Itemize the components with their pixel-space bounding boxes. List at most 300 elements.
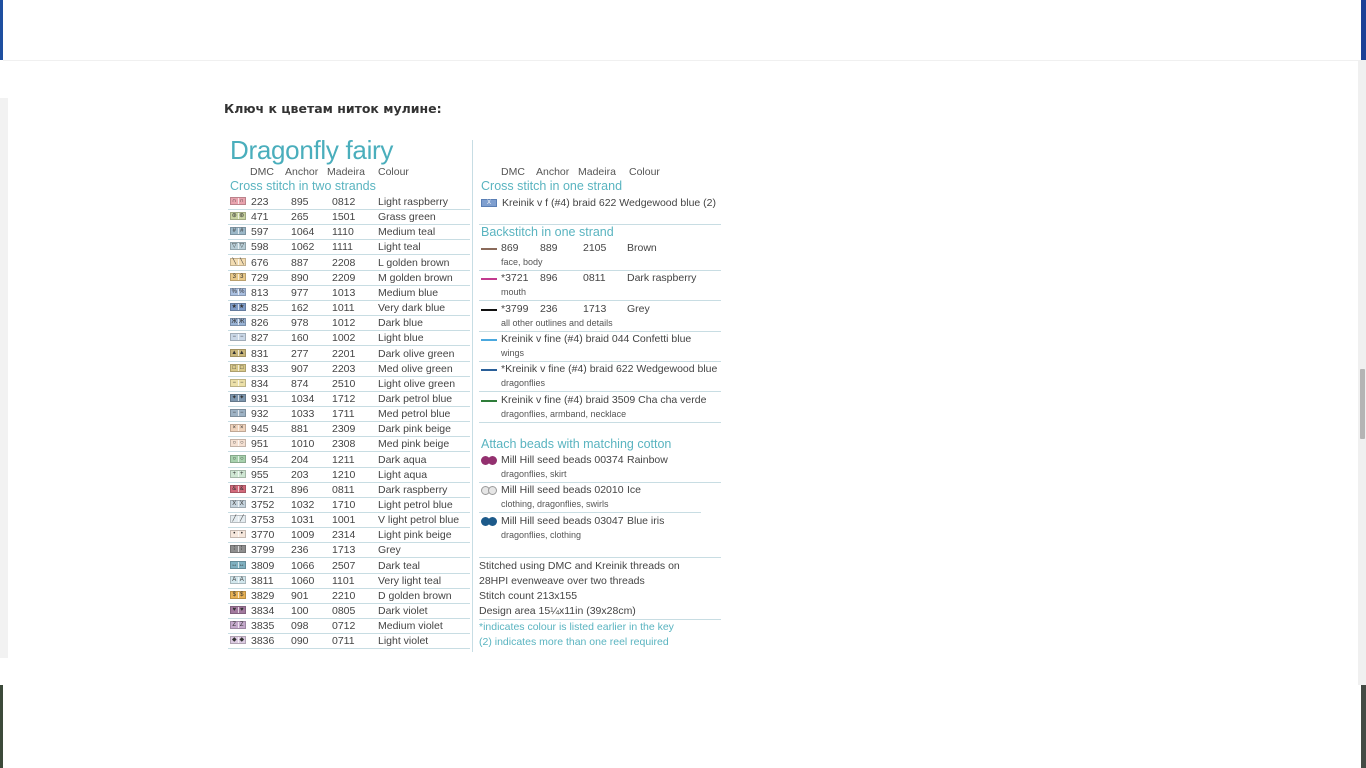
cell-dmc: 827 (251, 332, 269, 345)
cell-colour: Light blue (378, 332, 424, 345)
cell-dmc: 3834 (251, 605, 275, 618)
note-line: Stitch count 213x155 (479, 590, 578, 602)
cell-dmc: 3835 (251, 620, 275, 633)
cell-anchor: 277 (291, 347, 309, 360)
col-header-colour: Colour (378, 166, 409, 178)
cell-dmc: 676 (251, 256, 269, 269)
cell-dmc: 834 (251, 377, 269, 390)
backstitch-row (479, 393, 721, 423)
cell-anchor: 890 (291, 271, 309, 284)
cross-one-row (479, 196, 721, 211)
thread-row (228, 286, 470, 301)
bead-icon (481, 517, 497, 526)
cell-dmc: 223 (251, 196, 269, 208)
cell-colour: Grey (627, 302, 650, 315)
symbol-swatch-icon (230, 288, 246, 296)
line-swatch-icon (481, 339, 497, 341)
symbol-glyph: % (239, 288, 245, 295)
note-line: Stitched using DMC and Kreinik threads on (479, 560, 680, 572)
cell-colour: Light violet (378, 635, 429, 648)
symbol-glyph: ◆ (231, 637, 237, 644)
cell-dmc: 931 (251, 392, 269, 405)
cell-anchor: 1062 (291, 241, 315, 254)
divider (479, 557, 721, 558)
usage-note: wings (501, 347, 525, 358)
thread-row (228, 225, 470, 240)
section-beads: Attach beads with matching cotton (481, 437, 672, 451)
symbol-glyph: □ (239, 364, 244, 371)
cell-dmc: 3753 (251, 514, 275, 527)
cell-anchor: 895 (291, 196, 309, 208)
cell-anchor: 907 (291, 362, 309, 375)
cell-madeira: 1711 (332, 408, 355, 421)
symbol-glyph: ╱ (231, 516, 239, 522)
bead-label: Mill Hill seed beads 00374 (501, 454, 624, 466)
bead-colour: Blue iris (627, 514, 665, 527)
cell-anchor: 090 (291, 635, 309, 648)
line-swatch-icon (481, 369, 497, 371)
cell-anchor: 203 (291, 468, 309, 481)
col-header-anchor: Anchor (285, 166, 319, 178)
cell-dmc: *3799 (501, 302, 529, 315)
col-header-dmc-right: DMC (501, 166, 525, 178)
symbol-glyph: ○ (239, 455, 244, 462)
cell-madeira: 2314 (332, 529, 356, 542)
page-heading: Ключ к цветам ниток мулине: (224, 101, 442, 116)
cell-anchor: 901 (291, 589, 309, 602)
cell-dmc: 3770 (251, 529, 275, 542)
cell-colour: Medium violet (378, 620, 443, 633)
cell-anchor: 204 (291, 453, 309, 466)
symbol-glyph: × (231, 425, 239, 431)
line-swatch-icon (481, 400, 497, 402)
usage-note: face, body (501, 257, 543, 267)
thread-row (228, 240, 470, 255)
symbol-glyph: □ (231, 365, 239, 371)
cell-colour: Light raspberry (378, 196, 449, 208)
cell-colour: Light petrol blue (378, 499, 453, 511)
cell-madeira: 2510 (332, 377, 356, 390)
usage-note: dragonflies, skirt (501, 469, 567, 479)
cell-colour: Brown (627, 242, 657, 254)
cell-anchor: 874 (291, 377, 309, 390)
cell-dmc: 3829 (251, 589, 275, 602)
cell-colour: Light olive green (378, 377, 456, 390)
cell-colour: Dark teal (378, 559, 421, 572)
cell-dmc: 945 (251, 423, 269, 436)
window-edge-right-top (1361, 0, 1366, 60)
usage-note: all other outlines and details (501, 317, 613, 328)
note-line: 28HPI evenweave over two threads (479, 575, 645, 587)
cell-madeira: 1211 (332, 453, 355, 466)
symbol-glyph: ⊛ (231, 213, 237, 220)
bead-label: Mill Hill seed beads 03047 (501, 514, 624, 527)
cell-colour: Very light teal (378, 574, 442, 587)
cell-madeira: 1710 (332, 499, 356, 511)
symbol-glyph: ✦ (239, 394, 245, 401)
thread-row (228, 407, 470, 422)
cell-madeira: 2201 (332, 347, 356, 360)
line-swatch-icon (481, 248, 497, 250)
symbol-swatch-icon (230, 424, 246, 432)
window-edge-left-top (0, 0, 3, 60)
cell-anchor: 160 (291, 332, 309, 345)
symbol-swatch-icon (230, 636, 246, 644)
thread-row (228, 543, 470, 558)
symbol-swatch-icon (230, 197, 246, 205)
cell-anchor: 1064 (291, 226, 315, 239)
cell-dmc: 813 (251, 286, 269, 299)
column-divider (472, 140, 473, 652)
symbol-swatch-icon (230, 258, 246, 266)
cell-anchor: 977 (291, 286, 309, 299)
symbol-swatch-icon (230, 485, 246, 493)
symbol-glyph: X (239, 501, 244, 507)
footnote: *indicates colour is listed earlier in the key (479, 621, 674, 633)
bead-icon (481, 456, 497, 465)
backstitch-row (479, 271, 721, 301)
cell-anchor: 978 (291, 317, 309, 330)
cell-colour: Light teal (378, 241, 421, 254)
cell-dmc: 951 (251, 438, 269, 451)
thread-row (228, 604, 470, 619)
symbol-glyph: ╲ (239, 258, 244, 265)
symbol-glyph: Ж (238, 319, 245, 326)
thread-row (228, 347, 470, 362)
thread-row (228, 301, 470, 316)
symbol-swatch-icon (230, 318, 246, 326)
section-cross-one: Cross stitch in one strand (481, 179, 623, 193)
cell-anchor: 1009 (291, 529, 315, 542)
symbol-glyph: ╲ (231, 259, 239, 265)
thread-row (228, 256, 470, 271)
symbol-glyph: ∩ (231, 198, 239, 204)
symbol-swatch-icon (230, 561, 246, 569)
cell-anchor: 1031 (291, 514, 315, 527)
cell-madeira: 1002 (332, 332, 356, 345)
cell-colour: Dark olive green (378, 347, 455, 360)
symbol-glyph: ↔ (238, 561, 245, 568)
symbol-swatch-icon (230, 530, 246, 538)
symbol-glyph: − (231, 380, 239, 386)
cell-colour: Grey (378, 544, 401, 557)
symbol-glyph: ♥ (239, 607, 244, 614)
symbol-swatch-icon (230, 379, 246, 387)
thread-label: Kreinik v fine (#4) braid 044 Confetti blue (501, 332, 692, 345)
cell-colour: Med pink beige (378, 438, 450, 451)
cell-madeira: 0811 (332, 483, 355, 496)
cell-dmc: 3721 (251, 483, 275, 496)
symbol-glyph: ▽ (239, 243, 245, 250)
thread-label: Kreinik v fine (#4) braid 3509 Cha cha verde (501, 393, 707, 406)
thread-row (228, 316, 470, 331)
cell-madeira: 0711 (332, 635, 355, 648)
cell-anchor: 1033 (291, 408, 315, 421)
cell-colour: Dark raspberry (378, 483, 448, 496)
cell-anchor: 098 (291, 620, 309, 633)
symbol-swatch-icon (230, 409, 246, 417)
thread-row (228, 483, 470, 498)
symbol-glyph: + (239, 470, 244, 477)
symbol-glyph: − (239, 334, 244, 341)
symbol-swatch-icon (230, 364, 246, 372)
backstitch-row (479, 332, 721, 362)
backstitch-row (479, 302, 721, 332)
section-backstitch: Backstitch in one strand (481, 225, 614, 239)
thread-row (228, 392, 470, 407)
cell-anchor: 162 (291, 302, 309, 315)
usage-note: clothing, dragonflies, swirls (501, 499, 609, 510)
symbol-glyph: ⁞ (231, 546, 239, 552)
bead-colour: Rainbow (627, 454, 668, 466)
cell-colour: Light pink beige (378, 529, 452, 542)
cell-colour: Very dark blue (378, 302, 446, 315)
cell-anchor: 265 (291, 211, 309, 224)
symbol-glyph: 3 (240, 273, 244, 280)
symbol-glyph: ○ (231, 440, 239, 446)
thread-row (228, 453, 470, 468)
thread-row (228, 271, 470, 286)
cell-dmc: 3752 (251, 499, 275, 511)
divider (479, 619, 721, 620)
symbol-glyph: ▲ (238, 349, 245, 356)
cell-madeira: 2203 (332, 362, 356, 375)
cell-dmc: 3836 (251, 635, 275, 648)
symbol-glyph: & (231, 486, 239, 492)
header-divider (3, 60, 1358, 61)
symbol-glyph: ╱ (239, 516, 244, 523)
cell-dmc: 831 (251, 347, 269, 360)
symbol-swatch-icon (230, 545, 246, 553)
cell-anchor: 881 (291, 423, 309, 436)
cell-madeira: 1012 (332, 317, 356, 330)
cell-madeira: 0805 (332, 605, 356, 618)
symbol-glyph: # (240, 228, 244, 235)
cell-dmc: 825 (251, 302, 269, 315)
cell-anchor: 1066 (291, 559, 315, 572)
symbol-swatch-icon (230, 606, 246, 614)
thread-row (228, 468, 470, 483)
cell-dmc: 826 (251, 317, 269, 330)
symbol-glyph: A (239, 576, 244, 583)
symbol-glyph: − (239, 379, 244, 386)
symbol-glyph: − (231, 410, 239, 416)
symbol-glyph: ⁞ (240, 546, 243, 553)
thread-row (228, 589, 470, 604)
cell-colour: Medium teal (378, 226, 436, 239)
symbol-glyph: × (239, 425, 244, 432)
cell-dmc: 954 (251, 453, 269, 466)
usage-note: dragonflies (501, 378, 546, 389)
symbol-glyph: X (231, 501, 239, 507)
section-cross-two: Cross stitch in two strands (230, 179, 376, 193)
symbol-swatch-icon (230, 576, 246, 584)
col-header-madeira: Madeira (327, 166, 365, 178)
symbol-glyph: A (231, 577, 239, 583)
cell-colour: Med olive green (378, 362, 453, 375)
cell-colour: Dark raspberry (627, 272, 697, 285)
symbol-glyph: Ж (231, 319, 238, 326)
symbol-glyph: ∩ (239, 198, 244, 204)
cell-anchor: 100 (291, 605, 309, 618)
cell-dmc: 597 (251, 226, 269, 239)
cell-anchor: 1010 (291, 438, 315, 451)
thread-row (228, 437, 470, 452)
scrollbar-thumb[interactable] (1360, 369, 1365, 439)
col-header-colour-right: Colour (629, 166, 660, 178)
symbol-swatch-icon (230, 439, 246, 447)
cell-dmc: 598 (251, 241, 269, 254)
cell-anchor: 236 (291, 544, 309, 557)
bead-row (479, 514, 721, 544)
cell-madeira: 2208 (332, 256, 356, 269)
thread-row (228, 574, 470, 589)
cell-anchor: 236 (540, 302, 558, 315)
cell-madeira: 1210 (332, 468, 356, 481)
cell-madeira: 1713 (332, 544, 356, 557)
symbol-swatch-icon (230, 394, 246, 402)
cell-madeira: 1712 (332, 392, 356, 405)
symbol-glyph: 3 (231, 274, 239, 280)
thread-row (228, 362, 470, 377)
cell-dmc: 3809 (251, 559, 275, 572)
symbol-swatch-icon (230, 303, 246, 311)
cell-dmc: 729 (251, 271, 269, 284)
cell-madeira: 0712 (332, 620, 356, 633)
thread-row (228, 210, 470, 225)
cell-madeira: 1110 (332, 226, 354, 239)
symbol-swatch-icon (230, 333, 246, 341)
symbol-glyph: $ (240, 591, 244, 598)
cell-madeira: 2105 (583, 242, 607, 254)
thread-row (228, 619, 470, 634)
col-header-anchor-right: Anchor (536, 166, 570, 178)
cell-anchor: 889 (540, 242, 558, 254)
symbol-swatch-icon (230, 242, 246, 250)
symbol-glyph: ▽ (231, 243, 237, 250)
symbol-glyph: Z (239, 622, 244, 629)
cell-colour: Dark violet (378, 605, 428, 618)
line-swatch-icon (481, 309, 497, 311)
braid-swatch-icon: X (481, 199, 497, 207)
cell-colour: Light aqua (378, 468, 428, 481)
window-edge-left (0, 98, 8, 658)
cell-madeira: 1011 (332, 302, 355, 315)
cell-dmc: 833 (251, 362, 269, 375)
symbol-glyph: ↔ (231, 561, 238, 568)
bead-label: Mill Hill seed beads 02010 (501, 484, 624, 497)
cell-dmc: *3721 (501, 272, 529, 285)
symbol-swatch-icon (230, 349, 246, 357)
cell-madeira: 2308 (332, 438, 356, 451)
thread-label: *Kreinik v fine (#4) braid 622 Wedgewood blue (501, 363, 718, 376)
symbol-glyph: ✦ (231, 394, 237, 401)
symbol-glyph: + (231, 471, 239, 477)
cell-colour: Medium blue (378, 286, 439, 299)
col-header-madeira-right: Madeira (578, 166, 616, 178)
symbol-glyph: − (239, 410, 244, 417)
symbol-glyph: $ (231, 592, 239, 598)
backstitch-row (479, 362, 721, 392)
usage-note: dragonflies, armband, necklace (501, 408, 627, 419)
symbol-glyph: • (240, 531, 243, 538)
cell-madeira: 1111 (332, 241, 354, 254)
thread-row (228, 331, 470, 346)
cell-madeira: 2507 (332, 559, 356, 572)
cell-colour: Dark blue (378, 317, 423, 330)
cell-dmc: 3811 (251, 574, 274, 587)
thread-row (228, 377, 470, 392)
symbol-glyph: ★ (231, 304, 237, 311)
thread-row (228, 195, 470, 210)
cross-one-label: Kreinik v f (#4) braid 622 Wedgewood blue (2) (502, 197, 717, 209)
symbol-glyph: ♥ (231, 607, 239, 613)
symbol-glyph: − (231, 334, 239, 340)
cell-colour: Grass green (378, 211, 436, 224)
cell-colour: M golden brown (378, 271, 453, 284)
symbol-glyph: ○ (239, 440, 244, 447)
cell-dmc: 932 (251, 408, 269, 421)
symbol-glyph: • (231, 531, 239, 537)
bead-icon (481, 486, 497, 495)
symbol-glyph: ★ (239, 304, 245, 311)
line-swatch-icon (481, 278, 497, 280)
note-line: Design area 15¼x11in (39x28cm) (479, 605, 636, 617)
cell-anchor: 896 (540, 272, 558, 285)
cell-anchor: 1060 (291, 574, 315, 587)
cell-colour: Dark petrol blue (378, 392, 453, 405)
bead-colour: Ice (627, 484, 642, 497)
footnote: (2) indicates more than one reel required (479, 636, 669, 648)
cell-madeira: 0811 (583, 272, 606, 285)
cell-madeira: 2309 (332, 423, 356, 436)
cell-colour: D golden brown (378, 589, 452, 602)
symbol-swatch-icon (230, 500, 246, 508)
cell-dmc: 869 (501, 242, 519, 254)
symbol-swatch-icon (230, 273, 246, 281)
symbol-glyph: ▲ (231, 349, 238, 356)
cell-anchor: 887 (291, 256, 309, 269)
cell-dmc: 3799 (251, 544, 275, 557)
thread-row (228, 634, 470, 649)
cell-anchor: 1032 (291, 499, 315, 511)
symbol-swatch-icon (230, 212, 246, 220)
cell-madeira: 1713 (583, 302, 607, 315)
cell-colour: V light petrol blue (378, 514, 460, 527)
cell-colour: Dark pink beige (378, 423, 451, 436)
cell-madeira: 2209 (332, 271, 356, 284)
cell-colour: Dark aqua (378, 453, 427, 466)
bead-row (479, 483, 701, 513)
usage-note: dragonflies, clothing (501, 529, 582, 540)
symbol-glyph: ◆ (239, 637, 245, 644)
symbol-glyph: ⊛ (239, 213, 245, 220)
backstitch-row (479, 241, 721, 271)
symbol-glyph: ○ (231, 456, 239, 462)
symbol-swatch-icon (230, 227, 246, 235)
thread-row (228, 528, 470, 543)
thread-key-image (224, 135, 724, 655)
cell-madeira: 1101 (332, 574, 355, 587)
thread-row (228, 498, 470, 513)
cell-madeira: 1001 (332, 514, 356, 527)
cell-anchor: 896 (291, 483, 309, 496)
cell-madeira: 0812 (332, 196, 356, 208)
symbol-glyph: & (239, 485, 244, 492)
thread-row (228, 513, 470, 528)
cell-dmc: 955 (251, 468, 269, 481)
cell-anchor: 1034 (291, 392, 315, 405)
